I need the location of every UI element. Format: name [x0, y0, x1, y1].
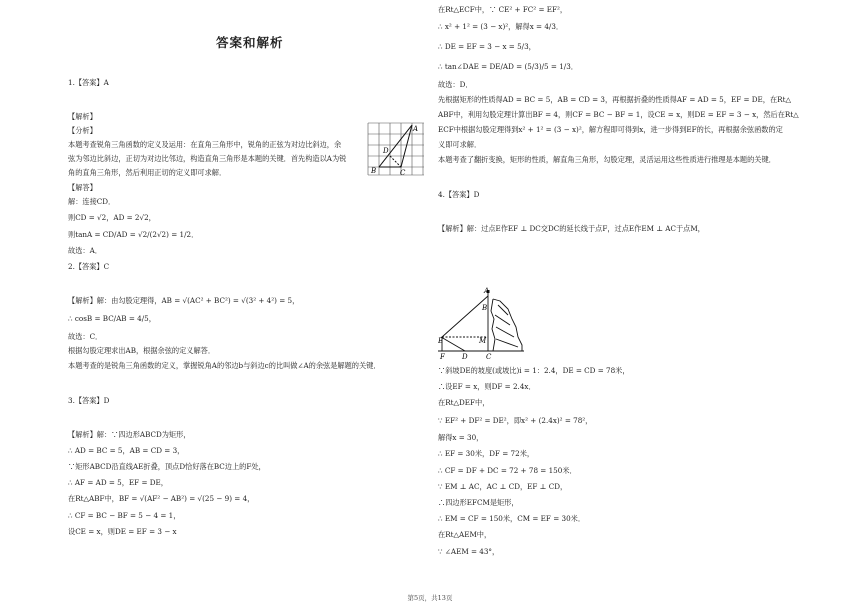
right-line: 【解析】解：过点E作EF ⊥ DC交DC的延长线于点F，过点E作EM ⊥ AC于点M，: [438, 224, 705, 233]
fig1-label-c: C: [400, 169, 406, 177]
fig2-label-a: A: [484, 287, 490, 295]
right-line: ∴ EF = 30米，DF = 72米，: [438, 449, 535, 458]
page-title: 答案和解析: [216, 35, 284, 50]
fig2-label-f: F: [440, 353, 445, 361]
left-line: 角的直角三角形，然后利用正切的定义即可求解．: [68, 168, 227, 177]
left-line: ∴ AF = AD = 5，EF = DE，: [68, 478, 168, 487]
right-line: ∴ DE = EF = 3 − x = 5/3，: [438, 42, 536, 51]
left-line: 在Rt△ABF中，BF = √(AF² − AB²) = √(25 − 9) = 4，: [68, 494, 255, 503]
right-line: 故选：D．: [438, 80, 473, 89]
left-line: 【解析】: [68, 112, 97, 121]
right-line: ∵ EF² + DF² = DE²，即x² + (2.4x)² = 78²，: [438, 416, 593, 425]
page-footer: 第5页，共13页: [407, 594, 453, 602]
right-line: ∵ ∠AEM = 43°，: [438, 547, 500, 556]
left-line: 故选：C．: [68, 332, 103, 341]
left-line: 则CD = √2，AD = 2√2，: [68, 213, 156, 222]
left-line: 设CE = x，则DE = EF = 3 − x: [68, 527, 177, 536]
left-line: 【解析】解：∵四边形ABCD为矩形，: [68, 430, 191, 439]
left-line: 本题考查的是锐角三角函数的定义，掌握锐角A的邻边b与斜边c的比叫做∠A的余弦是解题的关键．: [68, 361, 381, 370]
right-line: 在Rt△AEM中，: [438, 530, 492, 539]
left-line: 根据勾股定理求出AB，根据余弦的定义解答．: [68, 346, 216, 355]
right-line: ∴ x² + 1² = (3 − x)²，解得x = 4/3．: [438, 22, 564, 31]
left-line: 1.【答案】A: [68, 78, 109, 87]
left-line: 【解答】: [68, 183, 97, 192]
fig1-label-d: D: [383, 147, 389, 155]
slope-building-figure: [438, 285, 528, 361]
left-line: 则tanA = CD/AD = √2/(2√2) = 1/2．: [68, 230, 199, 239]
right-line: 在Rt△DEF中，: [438, 398, 490, 407]
fig2-label-b: B: [482, 304, 488, 312]
right-line: 义即可求解．: [438, 140, 482, 149]
left-line: 解：连接CD．: [68, 197, 116, 206]
fig2-label-m: M: [479, 337, 487, 345]
right-line: ∴四边形EFCM是矩形，: [438, 498, 519, 507]
left-line: 2.【答案】C: [68, 262, 110, 271]
right-line: 先根据矩形的性质得AD = BC = 5，AB = CD = 3，再根据折叠的性质得AF = AD = 5，EF = DE，在Rt△: [438, 95, 791, 104]
right-line: ECF中根据勾股定理得到x² + 1² = (3 − x)²，解方程即可得到x，进一步得到EF的长，再根据余弦函数的定: [438, 125, 783, 134]
right-line: ∴ EM = CF = 150米，CM = EF = 30米．: [438, 514, 586, 523]
left-line: 本题考查锐角三角函数的定义及运用：在直角三角形中，锐角的正弦为对边比斜边，余: [68, 140, 342, 149]
left-line: 【分析】: [68, 126, 97, 135]
right-line: ABF中，利用勾股定理计算出BF = 4，则CF = BC − BF = 1，设CE = x，则DE = EF = 3 − x，然后在Rt△: [438, 110, 799, 119]
right-line: 在Rt△ECF中，∵ CE² + FC² = EF²，: [438, 5, 568, 14]
right-line: 4.【答案】D: [438, 190, 480, 199]
right-line: 解得x = 30，: [438, 433, 484, 442]
fig2-label-d: D: [462, 353, 468, 361]
fig1-label-b: B: [371, 167, 377, 175]
right-line: ∴ tan∠DAE = DE/AD = (5/3)/5 = 1/3．: [438, 62, 578, 71]
left-line: 弦为邻边比斜边，正切为对边比邻边，构造直角三角形是本题的关键．首先构造以A为锐: [68, 154, 347, 163]
left-line: ∴ AD = BC = 5，AB = CD = 3，: [68, 446, 185, 455]
left-line: 故选：A．: [68, 246, 102, 255]
right-line: ∴ CF = DF + DC = 72 + 78 = 150米．: [438, 466, 577, 475]
left-line: ∴ CF = BC − BF = 5 − 4 = 1，: [68, 511, 181, 520]
right-line: ∵斜坡DE的坡度(或坡比)i = 1：2.4，DE = CD = 78米，: [438, 366, 630, 375]
right-line: ∴设EF = x，则DF = 2.4x．: [438, 382, 536, 391]
grid-triangle-figure: [366, 120, 428, 178]
fig1-label-a: A: [413, 125, 419, 133]
left-line: 【解析】解：由勾股定理得，AB = √(AC² + BC²) = √(3² + 4²) = 5，: [68, 296, 300, 305]
right-line: 本题考查了翻折变换，矩形的性质，解直角三角形，勾股定理，灵活运用这些性质进行推理是本题的关键．: [438, 155, 776, 164]
left-line: 3.【答案】D: [68, 396, 110, 405]
left-line: ∵矩形ABCD沿直线AE折叠，顶点D恰好落在BC边上的F处，: [68, 462, 266, 471]
fig2-label-e: E: [438, 337, 444, 345]
right-line: ∵ EM ⊥ AC，AC ⊥ CD，EF ⊥ CD，: [438, 482, 568, 491]
left-line: ∴ cosB = BC/AB = 4/5，: [68, 314, 156, 323]
fig2-label-c: C: [486, 353, 492, 361]
